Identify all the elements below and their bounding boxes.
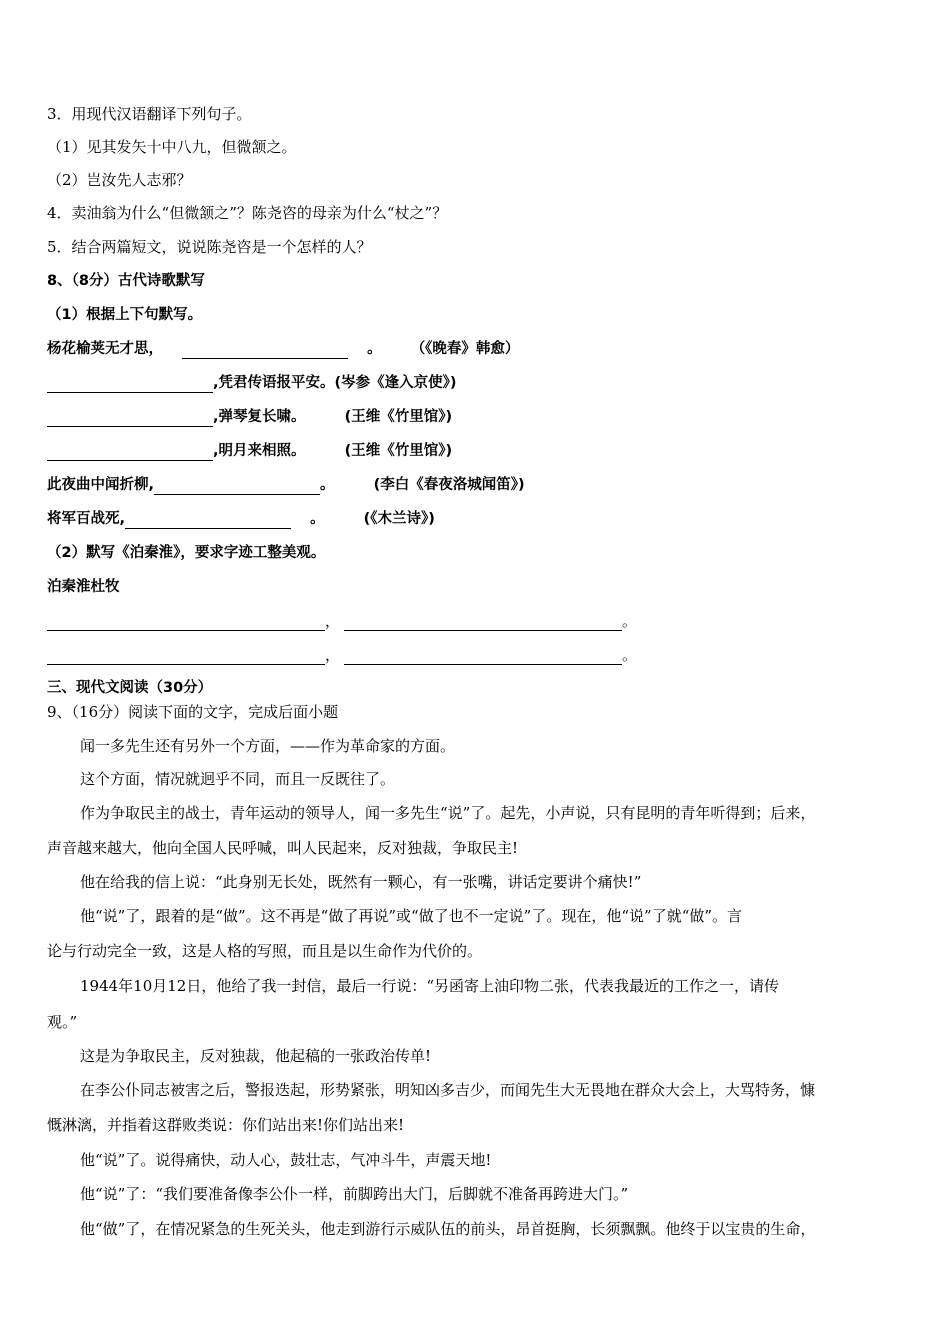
poem-line-4 — [47, 441, 452, 461]
passage-paragraph: 他“说”了：“我们要准备像李公仆一样，前脚跨出大门，后脚就不准备再跨进大门。” — [80, 1185, 629, 1203]
passage-paragraph-cont: 论与行动完全一致，这是人格的写照，而且是以生命作为代价的。 — [47, 942, 483, 960]
poem-line-6 — [47, 509, 435, 529]
passage-paragraph: 他“做”了，在情况紧急的生死关头，他走到游行示威队伍的前头，昂首挺胸，长须飘飘。他终于以宝贵的生命， — [80, 1220, 816, 1238]
poem-line-3-source: (王维《竹里馆》) — [344, 409, 453, 425]
answer-blank-8[interactable] — [344, 614, 622, 631]
poem-title: 泊秦淮杜牧 — [47, 579, 120, 595]
section-3-title: 三、现代文阅读（30分） — [47, 680, 213, 696]
poem-line-2-text: ,凭君传语报平安。(岑参《逢入京使》) — [213, 375, 457, 391]
answer-blank-5[interactable] — [154, 478, 320, 495]
answer-blank-3[interactable] — [47, 410, 213, 427]
poem-line-6-source: (《木兰诗》) — [363, 511, 435, 527]
poem-line-4-source: (王维《竹里馆》) — [344, 443, 453, 459]
poem-blank-line-1 — [47, 611, 637, 631]
question-3-sentence-1: （1）见其发矢十中八九，但微颔之。 — [47, 138, 297, 156]
question-8-part-1: （1）根据上下句默写。 — [47, 307, 203, 323]
passage-paragraph-cont: 观。” — [47, 1013, 78, 1031]
period: 。 — [622, 646, 638, 664]
passage-paragraph: 他“说”了，跟着的是“做”。这不再是“做了再说”或“做了也不一定说”了。现在，他“说”了就“做”。言 — [80, 907, 743, 925]
poem-line-1-text: 杨花榆荚无才思， — [47, 341, 163, 357]
passage-paragraph: 他在给我的信上说：“此身别无长处，既然有一颗心，有一张嘴，讲话定要讲个痛快!” — [80, 873, 642, 891]
poem-line-3-text: ,弹琴复长啸。 — [213, 409, 306, 425]
answer-blank-9[interactable] — [47, 648, 325, 665]
answer-blank-10[interactable] — [344, 648, 622, 665]
answer-blank-2[interactable] — [47, 376, 213, 393]
poem-line-1-source: （《晚春》韩愈） — [410, 341, 520, 357]
passage-paragraph: 闻一多先生还有另外一个方面，——作为革命家的方面。 — [80, 737, 456, 755]
poem-line-5-source: (李白《春夜洛城闻笛》) — [373, 477, 525, 493]
question-8-part-2: （2）默写《泊秦淮》，要求字迹工整美观。 — [47, 545, 326, 561]
question-3-sentence-2: （2）岂汝先人志邪？ — [47, 171, 192, 189]
passage-paragraph: 他“说”了。说得痛快，动人心，鼓壮志，气冲斗牛，声震天地! — [80, 1151, 492, 1169]
poem-line-5-end: 。 — [320, 477, 335, 493]
passage-paragraph: 1944年10月12日，他给了我一封信，最后一行说：“另函寄上油印物二张，代表我最近的工作之一，请传 — [80, 977, 780, 995]
poem-line-2 — [47, 373, 457, 393]
poem-line-1-end: 。 — [367, 341, 382, 357]
poem-line-4-text: ,明月来相照。 — [213, 443, 306, 459]
poem-line-5-text: 此夜曲中闻折柳, — [47, 477, 155, 493]
question-3-title: 3．用现代汉语翻译下列句子。 — [47, 105, 252, 123]
answer-blank-6[interactable] — [125, 512, 291, 529]
period: 。 — [622, 612, 638, 630]
question-9-title: 9、（16分）阅读下面的文字，完成后面小题 — [47, 703, 339, 721]
answer-blank-4[interactable] — [47, 444, 213, 461]
poem-line-6-end: 。 — [310, 511, 325, 527]
poem-line-6-text: 将军百战死, — [47, 511, 126, 527]
answer-blank-1[interactable] — [182, 342, 348, 359]
question-5: 5．结合两篇短文，说说陈尧咨是一个怎样的人？ — [47, 238, 372, 256]
poem-line-5 — [47, 475, 525, 495]
question-4: 4．卖油翁为什么“但微颔之”？陈尧咨的母亲为什么“杖之”？ — [47, 204, 448, 222]
poem-line-1 — [47, 339, 519, 359]
passage-paragraph: 在李公仆同志被害之后，警报迭起，形势紧张，明知凶多吉少，而闻先生大无畏地在群众大会上，大骂特务，慷 — [80, 1081, 816, 1099]
passage-paragraph: 这是为争取民主，反对独裁，他起稿的一张政治传单! — [80, 1047, 432, 1065]
passage-paragraph-cont: 声音越来越大，他向全国人民呼喊，叫人民起来，反对独裁，争取民主! — [47, 839, 519, 857]
passage-paragraph-cont: 慨淋漓，并指着这群败类说：你们站出来!你们站出来! — [47, 1116, 405, 1134]
comma: ， — [325, 646, 341, 664]
comma: ， — [325, 612, 341, 630]
poem-line-3 — [47, 407, 452, 427]
passage-paragraph: 作为争取民主的战士，青年运动的领导人，闻一多先生“说”了。起先，小声说，只有昆明的青年听得到；后来， — [80, 804, 816, 822]
poem-blank-line-2 — [47, 645, 637, 665]
passage-paragraph: 这个方面，情况就迥乎不同，而且一反既往了。 — [80, 770, 396, 788]
answer-blank-7[interactable] — [47, 614, 325, 631]
question-8-title: 8、（8分）古代诗歌默写 — [47, 273, 205, 289]
